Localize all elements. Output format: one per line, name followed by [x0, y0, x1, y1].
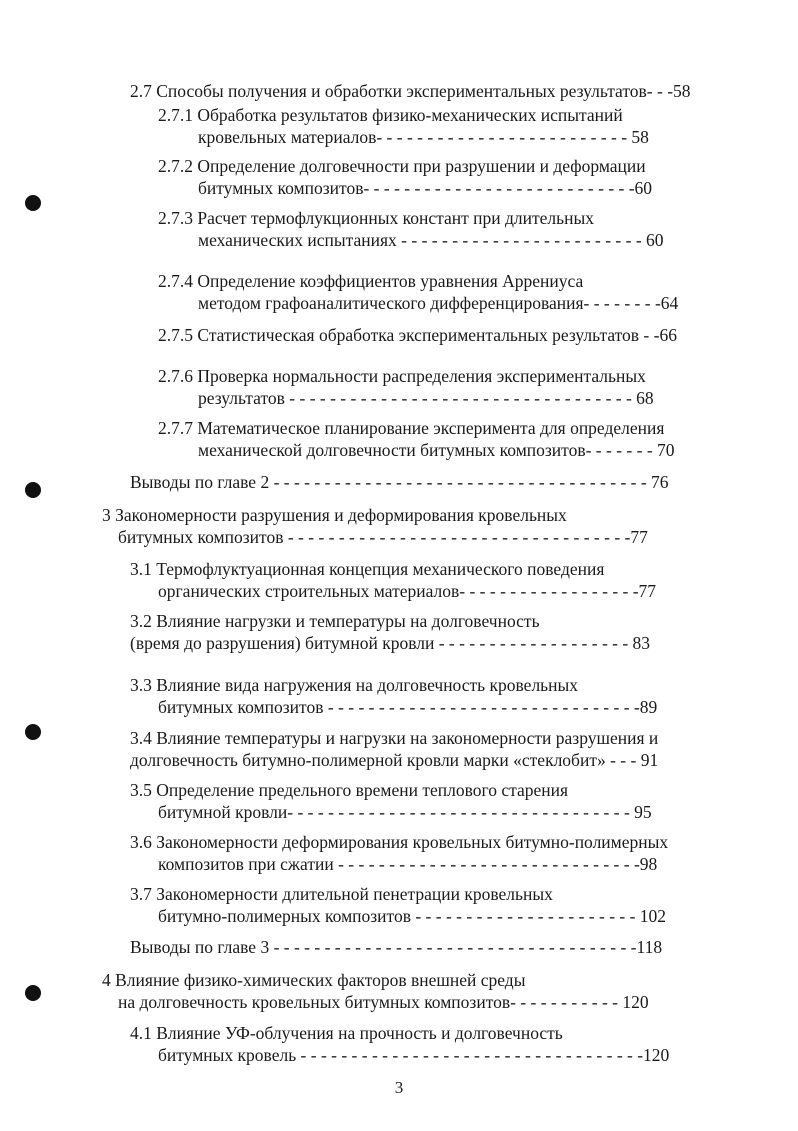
- toc-line: органических строительных материалов- - - - - - - - - - - - - - - - - -77: [158, 581, 657, 601]
- punch-hole-1: [25, 195, 41, 211]
- toc-line: кровельных материалов- - - - - - - - - - - - - - - - - - - - - - - - - 58: [198, 127, 649, 147]
- toc-line: 2.7 Способы получения и обработки экспериментальных результатов- - -58: [130, 81, 691, 101]
- toc-line: (время до разрушения) битумной кровли - - - - - - - - - - - - - - - - - - - 83: [130, 633, 651, 653]
- toc-line: битумных композитов - - - - - - - - - - - - - - - - - - - - - - - - - - - - - - -89: [158, 697, 658, 717]
- page-number: 3: [394, 1078, 404, 1097]
- toc-line: 2.7.2 Определение долговечности при разрушении и деформации: [158, 156, 646, 176]
- toc-line: 2.7.7 Математическое планирование эксперимента для определения: [158, 418, 665, 438]
- toc-line: 2.7.4 Определение коэффициентов уравнения Аррениуса: [158, 271, 584, 291]
- toc-line: битумной кровли- - - - - - - - - - - - - - - - - - - - - - - - - - - - - - - - - - 95: [158, 802, 652, 822]
- toc-line: 3 Закономерности разрушения и деформирования кровельных: [102, 505, 567, 525]
- toc-line: битумных композитов- - - - - - - - - - - - - - - - - - - - - - - - - - -60: [198, 178, 653, 198]
- toc-line: долговечность битумно-полимерной кровли марки «стеклобит» - - - 91: [130, 750, 659, 770]
- toc-line: 3.5 Определение предельного времени теплового старения: [130, 780, 569, 800]
- punch-hole-2: [25, 482, 41, 498]
- toc-line: 3.7 Закономерности длительной пенетрации кровельных: [130, 884, 553, 904]
- toc-line: 2.7.3 Расчет термофлукционных констант при длительных: [158, 208, 594, 228]
- toc-line: 3.3 Влияние вида нагружения на долговечность кровельных: [130, 675, 579, 695]
- toc-line: битумных кровель - - - - - - - - - - - - - - - - - - - - - - - - - - - - - - - - - -120: [158, 1045, 670, 1065]
- toc-line: методом графоаналитического дифференцирования- - - - - - - -64: [198, 293, 679, 313]
- toc-line: Выводы по главе 3 - - - - - - - - - - - - - - - - - - - - - - - - - - - - - - - - - - - -118: [130, 937, 663, 957]
- toc-line: 3.2 Влияние нагрузки и температуры на долговечность: [130, 611, 540, 631]
- toc-line: 3.4 Влияние температуры и нагрузки на закономерности разрушения и: [130, 728, 659, 748]
- toc-line: 2.7.5 Статистическая обработка экспериментальных результатов - -66: [158, 325, 677, 345]
- toc-line: 2.7.6 Проверка нормальности распределения экспериментальных: [158, 366, 646, 386]
- punch-hole-4: [25, 985, 41, 1001]
- punch-hole-3: [25, 724, 41, 740]
- toc-line: 4.1 Влияние УФ-облучения на прочность и долговечность: [130, 1023, 563, 1043]
- toc-line: 4 Влияние физико-химических факторов внешней среды: [102, 970, 526, 990]
- toc-line: результатов - - - - - - - - - - - - - - - - - - - - - - - - - - - - - - - - - - 68: [198, 388, 654, 408]
- toc-line: битумных композитов - - - - - - - - - - - - - - - - - - - - - - - - - - - - - - - - - -77: [118, 527, 648, 547]
- toc-line: механической долговечности битумных композитов- - - - - - - 70: [198, 440, 675, 460]
- toc-line: 2.7.1 Обработка результатов физико-механических испытаний: [158, 105, 623, 125]
- toc-line: битумно-полимерных композитов - - - - - - - - - - - - - - - - - - - - - - 102: [158, 906, 667, 926]
- toc-line: 3.6 Закономерности деформирования кровельных битумно-полимерных: [130, 832, 669, 852]
- toc-line: композитов при сжатии - - - - - - - - - - - - - - - - - - - - - - - - - - - - - -98: [158, 854, 658, 874]
- toc-line: Выводы по главе 2 - - - - - - - - - - - - - - - - - - - - - - - - - - - - - - - - - - - - - 76: [130, 472, 669, 492]
- toc-line: механических испытаниях - - - - - - - - - - - - - - - - - - - - - - - - 60: [198, 230, 664, 250]
- toc-line: на долговечность кровельных битумных композитов- - - - - - - - - - - 120: [118, 992, 649, 1012]
- toc-line: 3.1 Термофлуктуационная концепция механического поведения: [130, 559, 605, 579]
